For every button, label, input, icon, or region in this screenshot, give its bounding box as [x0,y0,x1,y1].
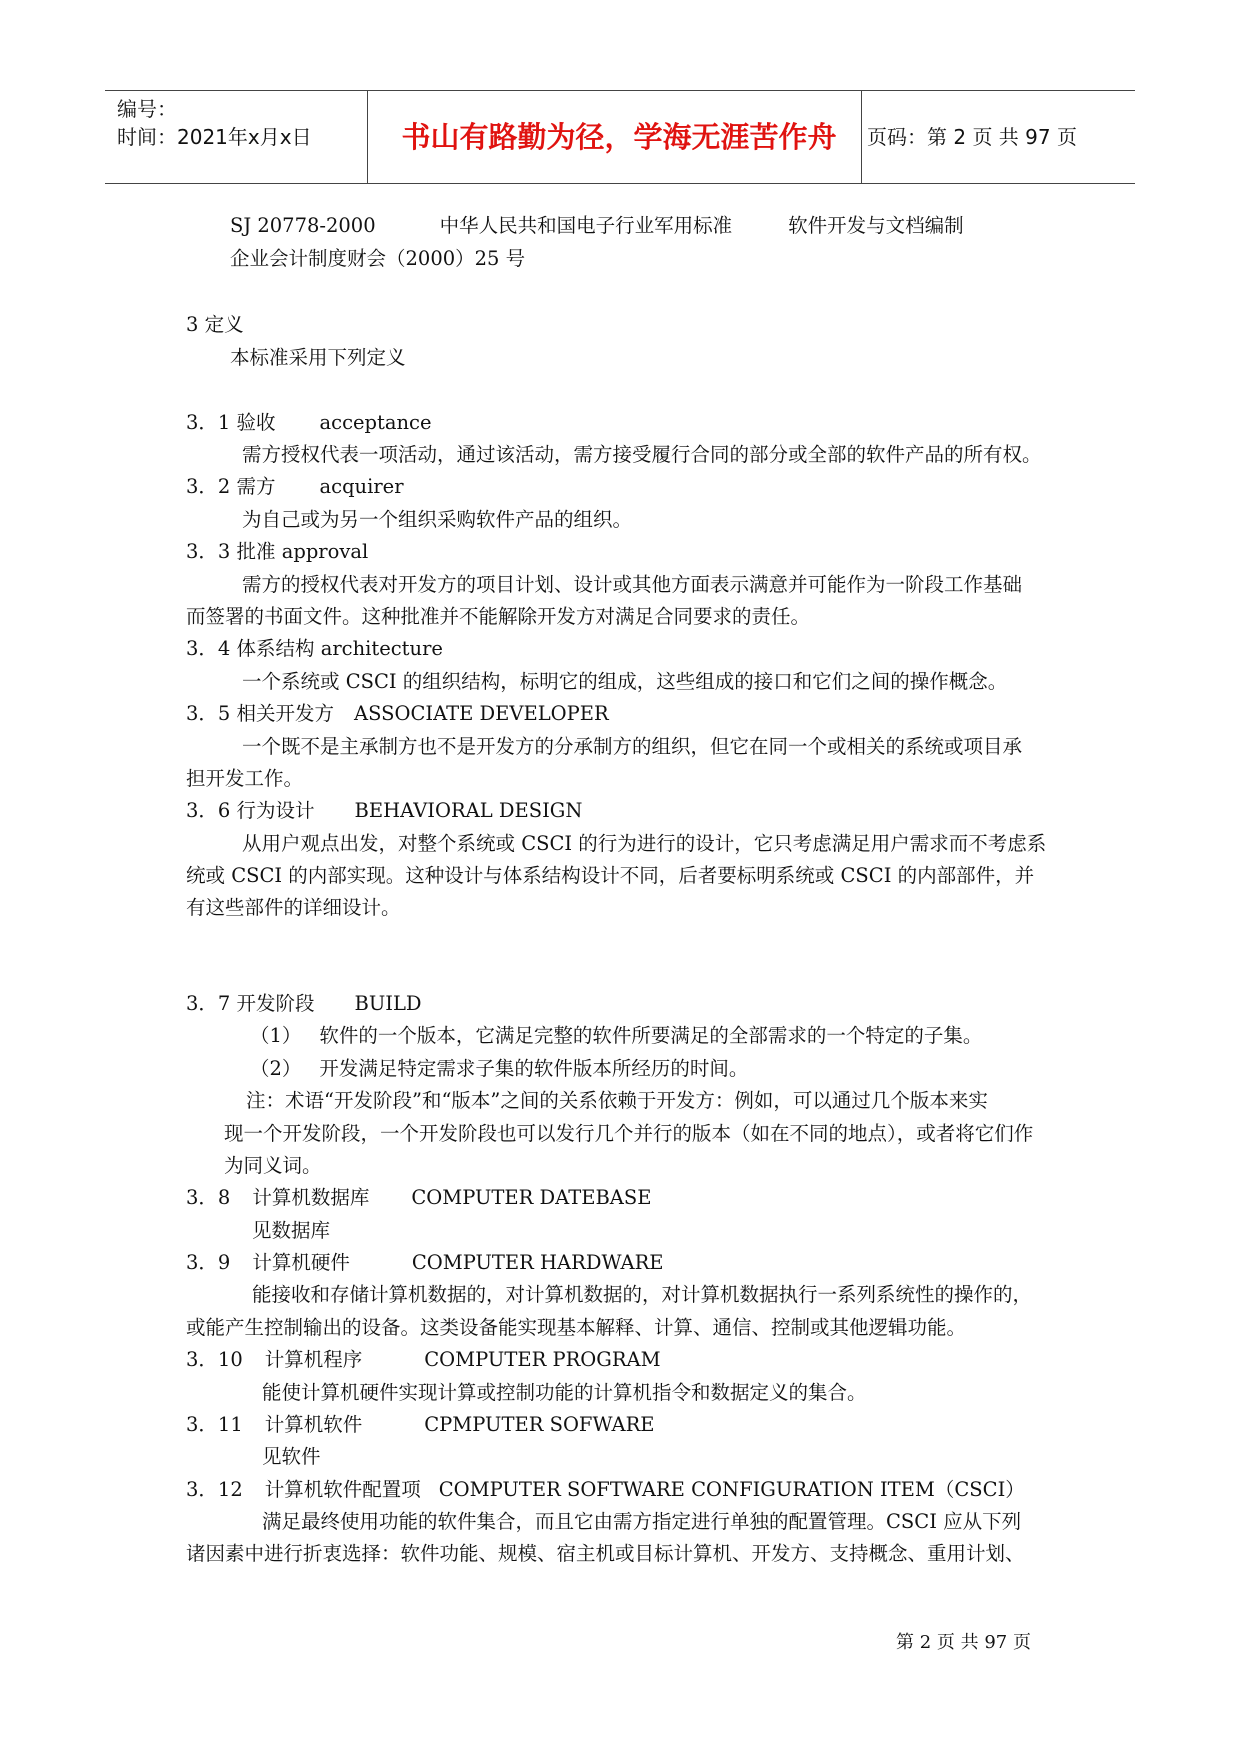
definition-term: 3．6 行为设计 BEHAVIORAL DESIGN [186,799,583,822]
definition-term: 3．3 批准 approval [186,540,369,563]
standard-title: 软件开发与文档编制 [788,214,964,237]
list-item: （2） 开发满足特定需求子集的软件版本所经历的时间。 [250,1057,749,1080]
number-label: 编号： [117,97,177,121]
definition-text: 诸因素中进行折衷选择：软件功能、规模、宿主机或目标计算机、开发方、支持概念、重用计划、 [186,1542,1025,1565]
definition-text: 一个系统或 CSCI 的组织结构，标明它的组成，这些组成的接口和它们之间的操作概念。 [242,670,1008,693]
definition-text: 有这些部件的详细设计。 [186,896,401,919]
definition-text: 或能产生控制输出的设备。这类设备能实现基本解释、计算、通信、控制或其他逻辑功能。 [186,1316,967,1339]
definition-text: 满足最终使用功能的软件集合，而且它由需方指定进行单独的配置管理。CSCI 应从下列 [262,1510,1022,1533]
header-divider [367,91,368,183]
page-footer: 第 2 页 共 97 页 [896,1632,1031,1653]
section-intro: 本标准采用下列定义 [230,346,406,369]
definition-text: 统或 CSCI 的内部实现。这种设计与体系结构设计不同，后者要标明系统或 CSCI 的内部部件，并 [186,864,1035,887]
definition-text: 见软件 [262,1445,321,1468]
definition-term: 3．12 计算机软件配置项 COMPUTER SOFTWARE CONFIGURATION ITEM（CSCI） [186,1478,1025,1501]
definition-term: 3．10 计算机程序 COMPUTER PROGRAM [186,1348,661,1371]
section-heading: 3 定义 [186,313,244,336]
definition-text: 为自己或为另一个组织采购软件产品的组织。 [242,508,633,531]
definition-term: 3．11 计算机软件 CPMPUTER SOFWARE [186,1413,655,1436]
header-meta [117,95,312,151]
time-label: 时间：2021年x月x日 [117,125,312,149]
definition-term: 3．5 相关开发方 ASSOCIATE DEVELOPER [186,702,609,725]
definition-text: 能使计算机硬件实现计算或控制功能的计算机指令和数据定义的集合。 [262,1381,867,1404]
page-header [105,90,1135,184]
definition-text: 能接收和存储计算机数据的，对计算机数据的，对计算机数据执行一系列系统性的操作的， [252,1283,1033,1306]
standard-code: SJ 20778-2000 [230,214,376,237]
reference-line [230,212,964,240]
definition-term: 3．7 开发阶段 BUILD [186,992,422,1015]
definition-text: 而签署的书面文件。这种批准并不能解除开发方对满足合同要求的责任。 [186,605,811,628]
note-text: 注：术语“开发阶段”和“版本”之间的关系依赖于开发方：例如，可以通过几个版本来实 [246,1089,988,1112]
note-text: 现一个开发阶段，一个开发阶段也可以发行几个并行的版本（如在不同的地点），或者将它们作 [224,1122,1034,1145]
definition-text: 一个既不是主承制方也不是开发方的分承制方的组织，但它在同一个或相关的系统或项目承 [242,735,1023,758]
definition-text: 担开发工作。 [186,767,304,790]
definition-term: 3．8 计算机数据库 COMPUTER DATEBASE [186,1186,652,1209]
definition-text: 需方授权代表一项活动，通过该活动，需方接受履行合同的部分或全部的软件产品的所有权。 [242,443,1042,466]
definition-text: 需方的授权代表对开发方的项目计划、设计或其他方面表示满意并可能作为一阶段工作基础 [242,573,1023,596]
header-page-info: 页码：第 2 页 共 97 页 [867,125,1077,149]
header-motto: 书山有路勤为径，学海无涯苦作舟 [401,120,837,154]
definition-term: 3．4 体系结构 architecture [186,637,443,660]
reference-line-2: 企业会计制度财会（2000）25 号 [230,247,526,270]
definition-text: 从用户观点出发，对整个系统或 CSCI 的行为进行的设计，它只考虑满足用户需求而不考虑系 [242,832,1047,855]
definition-term: 3．9 计算机硬件 COMPUTER HARDWARE [186,1251,664,1274]
list-item: （1） 软件的一个版本，它满足完整的软件所要满足的全部需求的一个特定的子集。 [250,1024,983,1047]
standard-name: 中华人民共和国电子行业军用标准 [439,214,733,237]
note-text: 为同义词。 [224,1154,322,1177]
definition-term: 3．1 验收 acceptance [186,411,432,434]
definition-text: 见数据库 [252,1219,331,1242]
definition-term: 3．2 需方 acquirer [186,475,404,498]
